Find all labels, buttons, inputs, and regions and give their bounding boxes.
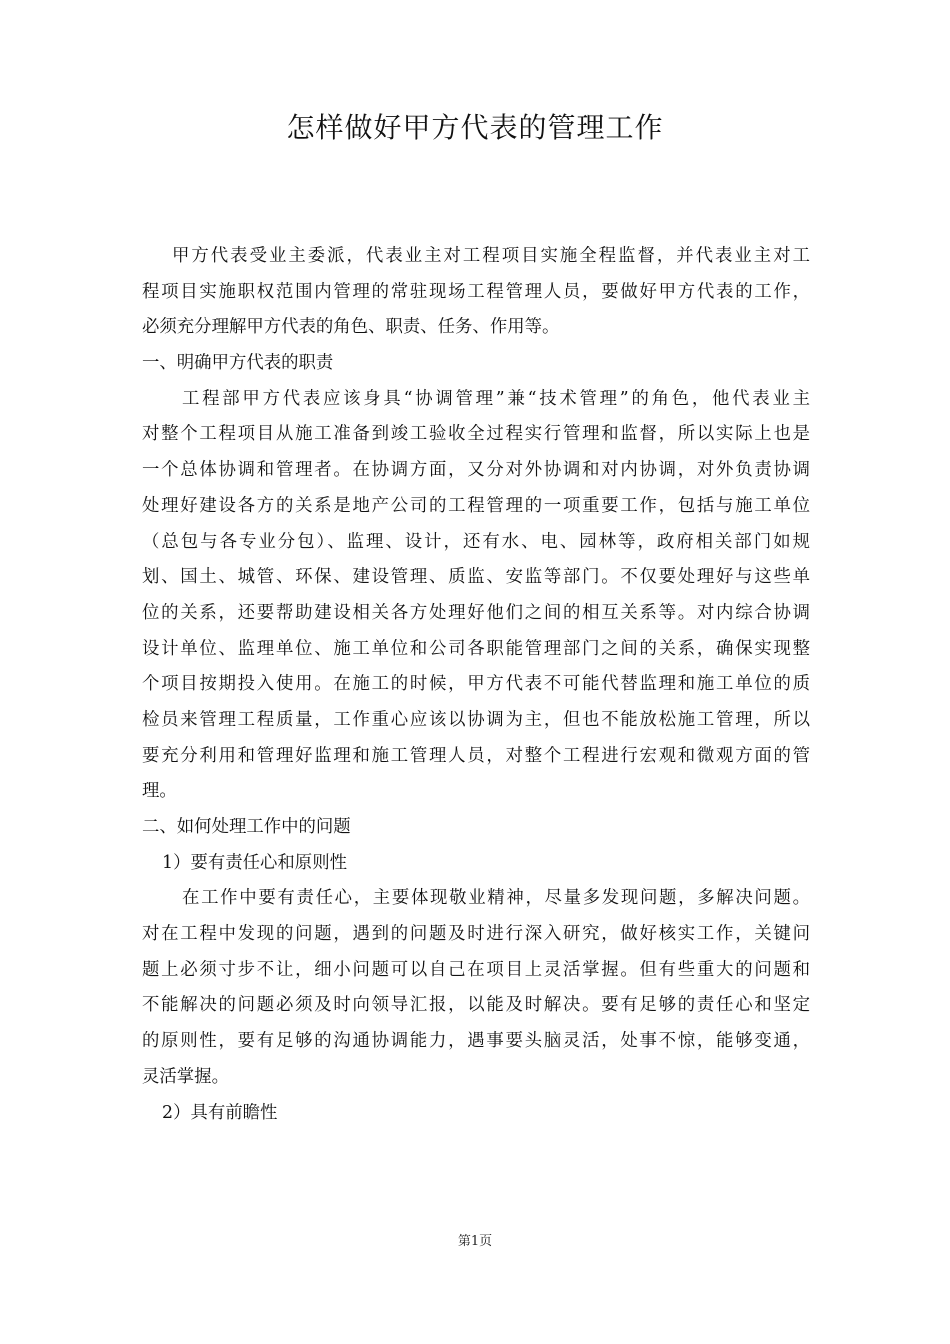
text-line: 不能解决的问题必须及时向领导汇报，以能及时解决。要有足够的责任心和坚定 — [142, 995, 810, 1016]
document-title: 怎样做好甲方代表的管理工作 — [286, 111, 664, 144]
text-line: 处理好建设各方的关系是地产公司的工程管理的一项重要工作，包括与施工单位 — [142, 495, 810, 516]
text-line: 工程部甲方代表应该身具“协调管理”兼“技术管理”的角色，他代表业主 — [182, 388, 810, 409]
text-line: 要充分利用和管理好监理和施工管理人员，对整个工程进行宏观和微观方面的管 — [142, 745, 810, 766]
text-line: 对在工程中发现的问题，遇到的问题及时进行深入研究，做好核实工作，关键问 — [142, 924, 810, 945]
text-line: 1）要有责任心和原则性 — [162, 852, 347, 873]
text-line: 对整个工程项目从施工准备到竣工验收全过程实行管理和监督，所以实际上也是 — [142, 424, 810, 445]
text-line: 2）具有前瞻性 — [162, 1102, 278, 1123]
text-line: 位的关系，还要帮助建设相关各方处理好他们之间的相互关系等。对内综合协调 — [142, 602, 810, 623]
text-line: （总包与各专业分包）、监理、设计，还有水、电、园林等，政府相关部门如规 — [142, 531, 810, 552]
text-line: 一、明确甲方代表的职责 — [142, 353, 334, 374]
text-line: 检员来管理工程质量，工作重心应该以协调为主，但也不能放松施工管理，所以 — [142, 709, 810, 730]
text-line: 的原则性，要有足够的沟通协调能力，遇事要头脑灵活，处事不惊，能够变通， — [142, 1031, 810, 1052]
text-line: 二、如何处理工作中的问题 — [142, 817, 351, 837]
document-body — [142, 239, 810, 1131]
text-line: 划、国土、城管、环保、建设管理、质监、安监等部门。不仅要处理好与这些单 — [142, 567, 810, 588]
text-line: 在工作中要有责任心，主要体现敬业精神，尽量多发现问题，多解决问题。 — [182, 888, 810, 909]
text-line: 必须充分理解甲方代表的角色、职责、任务、作用等。 — [142, 317, 560, 338]
text-line: 设计单位、监理单位、施工单位和公司各职能管理部门之间的关系，确保实现整 — [142, 638, 810, 659]
text-line: 程项目实施职权范围内管理的常驻现场工程管理人员，要做好甲方代表的工作， — [142, 281, 810, 302]
text-line: 一个总体协调和管理者。在协调方面，又分对外协调和对内协调，对外负责协调 — [142, 460, 810, 481]
text-line: 个项目按期投入使用。在施工的时候，甲方代表不可能代替监理和施工单位的质 — [142, 674, 810, 695]
text-line: 甲方代表受业主委派，代表业主对工程项目实施全程监督，并代表业主对工 — [172, 246, 810, 266]
text-line: 题上必须寸步不让，细小问题可以自己在项目上灵活掌握。但有些重大的问题和 — [142, 959, 810, 980]
text-line: 灵活掌握。 — [142, 1066, 229, 1087]
page-number: 第1页 — [457, 1234, 493, 1249]
text-line: 理。 — [142, 781, 177, 802]
